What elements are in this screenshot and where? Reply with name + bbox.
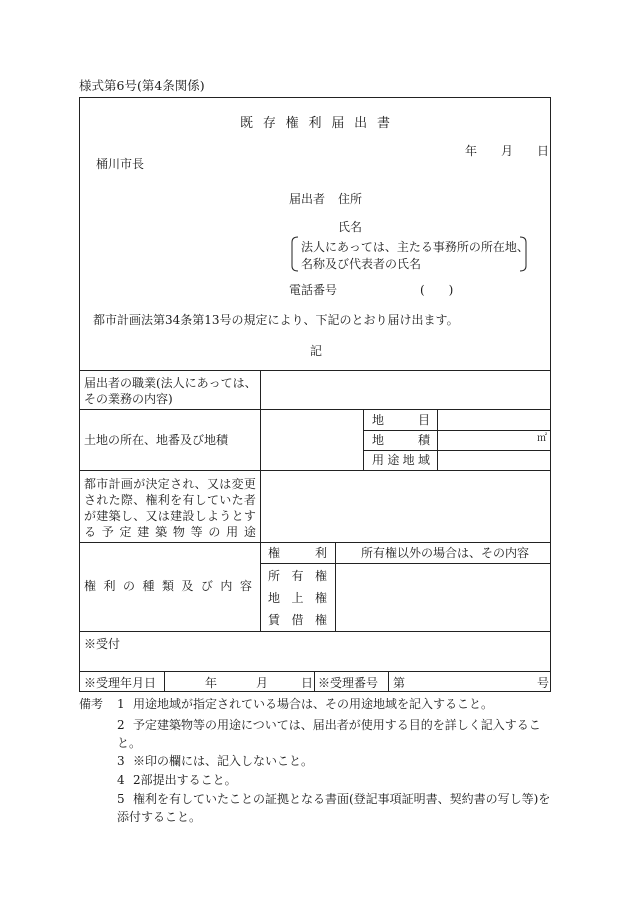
phone-label: 電話番号 bbox=[289, 283, 338, 297]
rights-header: 権 利 bbox=[268, 546, 327, 560]
note-text: ※印の欄には、記入しないこと。 bbox=[133, 754, 314, 768]
table-divider bbox=[79, 370, 551, 371]
purpose-label-line1: 都 市 計 画 が 決 定 さ れ 、 又 は 変 更 bbox=[84, 477, 256, 491]
occupation-label-line1: 届出者の職業(法人にあっては、 bbox=[84, 376, 257, 390]
form-title: 既 存 権 利 届 出 書 bbox=[240, 116, 390, 131]
table-divider bbox=[79, 470, 551, 471]
note-text-continued: と。 bbox=[117, 736, 142, 750]
purpose-label-line3: が 建 築 し 、 又 は 建 設 し よ う と す bbox=[84, 509, 256, 523]
rights-type-lease: 賃 借 権 bbox=[268, 613, 327, 627]
chimoku-label: 地 目 bbox=[372, 413, 430, 427]
table-divider bbox=[79, 631, 551, 632]
address-label: 住所 bbox=[338, 192, 363, 206]
reception-label: ※受付 bbox=[84, 637, 121, 651]
receipt-year: 年 bbox=[205, 676, 218, 690]
note-number: 3 bbox=[117, 754, 125, 768]
land-label: 土地の所在、地番及び地積 bbox=[84, 433, 229, 447]
occupation-label-line2: その業務の内容) bbox=[84, 392, 173, 406]
rights-type-ownership: 所 有 権 bbox=[268, 569, 327, 583]
note-text-continued: 添付すること。 bbox=[117, 810, 202, 824]
table-divider bbox=[79, 409, 551, 410]
note-text: 予定建築物等の用途については、届出者が使用する目的を詳しく記入するこ bbox=[133, 718, 541, 732]
table-divider bbox=[388, 671, 389, 692]
table-divider bbox=[79, 671, 551, 672]
addressee: 桶川市長 bbox=[96, 157, 145, 171]
date-day: 日 bbox=[537, 144, 550, 158]
chiseki-label: 地 積 bbox=[372, 433, 430, 447]
applicant-note-line1: 法人にあっては、主たる事務所の所在地、 bbox=[301, 240, 529, 254]
table-divider bbox=[79, 542, 551, 543]
bracket-left-icon bbox=[290, 236, 300, 272]
note-number: 4 bbox=[117, 773, 125, 787]
receipt-day: 日 bbox=[301, 676, 314, 690]
name-label: 氏名 bbox=[338, 220, 363, 234]
phone-parens: ( ) bbox=[420, 283, 454, 297]
applicant-label: 届出者 bbox=[289, 192, 326, 206]
ki-label: 記 bbox=[310, 344, 323, 358]
receipt-number-suffix: 号 bbox=[537, 676, 550, 690]
table-divider bbox=[335, 542, 336, 631]
area-unit: ㎡ bbox=[537, 433, 547, 444]
date-year: 年 bbox=[465, 144, 478, 158]
form-number: 様式第6号(第4条関係) bbox=[79, 78, 205, 93]
note-number: 2 bbox=[117, 718, 125, 732]
table-divider bbox=[363, 409, 364, 470]
table-divider bbox=[260, 563, 551, 564]
receipt-number-label: ※受理番号 bbox=[318, 676, 379, 690]
receipt-date-label: ※受理年月日 bbox=[84, 676, 157, 690]
rights-other-header: 所有権以外の場合は、その内容 bbox=[361, 546, 530, 560]
note-number: 1 bbox=[117, 697, 125, 711]
table-divider bbox=[363, 450, 551, 451]
date-month: 月 bbox=[501, 144, 514, 158]
receipt-month: 月 bbox=[256, 676, 269, 690]
rights-label: 権 利 の 種 類 及 び 内 容 bbox=[84, 579, 252, 593]
note-text: 2部提出すること。 bbox=[133, 773, 237, 787]
rights-type-superficies: 地 上 権 bbox=[268, 591, 327, 605]
table-divider bbox=[260, 370, 261, 631]
applicant-note-line2: 名称及び代表者の氏名 bbox=[301, 257, 422, 271]
note-text: 権利を有していたことの証拠となる書面(登記事項証明書、契約書の写し等)を bbox=[133, 792, 551, 806]
youto-label: 用 途 地 域 bbox=[372, 453, 430, 467]
notes-label: 備考 bbox=[79, 697, 104, 711]
table-divider bbox=[164, 671, 165, 692]
table-divider bbox=[437, 409, 438, 470]
purpose-label-line4: る 予 定 建 築 物 等 の 用 途 bbox=[84, 525, 256, 539]
note-number: 5 bbox=[117, 792, 125, 806]
table-divider bbox=[314, 671, 315, 692]
bracket-right-icon bbox=[518, 236, 528, 272]
table-divider bbox=[363, 430, 551, 431]
note-text: 用途地域が指定されている場合は、その用途地域を記入すること。 bbox=[133, 697, 494, 711]
receipt-number-prefix: 第 bbox=[393, 676, 406, 690]
statement: 都市計画法第34条第13号の規定により、下記のとおり届け出ます。 bbox=[93, 313, 459, 327]
purpose-label-line2: さ れ た 際 、 権 利 を 有 し て い た 者 bbox=[84, 493, 256, 507]
